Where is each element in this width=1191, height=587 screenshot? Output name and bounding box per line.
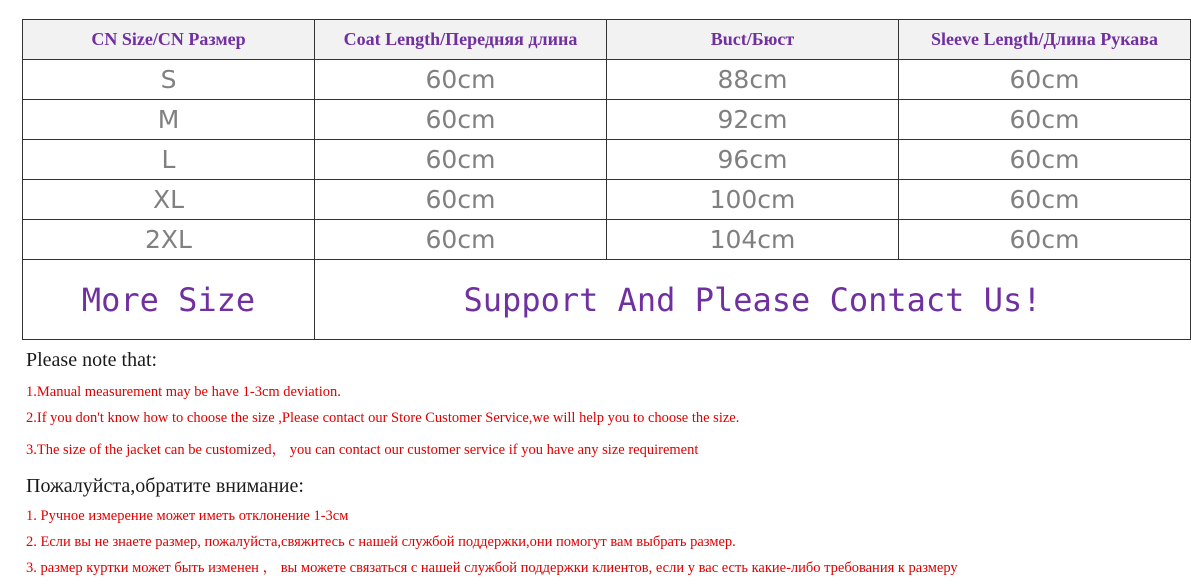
bust-cell: 88cm xyxy=(607,60,899,100)
note-ru-2: 2. Если вы не знаете размер, пожалуйста,свяжитесь с нашей службой поддержки,они помогут вам выбрать размер. xyxy=(26,534,736,550)
sleeve-length-cell: 60cm xyxy=(899,100,1191,140)
table-row xyxy=(23,100,1191,140)
notes-heading-en: Please note that: xyxy=(26,349,158,371)
coat-length-cell: 60cm xyxy=(315,100,607,140)
sleeve-length-cell: 60cm xyxy=(899,220,1191,260)
table-row xyxy=(23,140,1191,180)
bust-cell: 100cm xyxy=(607,180,899,220)
sleeve-length-cell: 60cm xyxy=(899,140,1191,180)
table-row xyxy=(23,220,1191,260)
table-row xyxy=(23,180,1191,220)
more-size-label: More Size xyxy=(23,260,315,340)
note-en-1: 1.Manual measurement may be have 1-3cm deviation. xyxy=(26,384,341,400)
notes-heading-ru: Пожалуйста,обратите внимание: xyxy=(26,475,304,497)
bust-cell: 104cm xyxy=(607,220,899,260)
size-cell: M xyxy=(23,100,315,140)
note-ru-1: 1. Ручное измерение может иметь отклонение 1-3см xyxy=(26,508,349,524)
header-sleeve-length: Sleeve Length/Длина Рукава xyxy=(899,20,1191,60)
size-cell: 2XL xyxy=(23,220,315,260)
more-size-row xyxy=(23,260,1191,340)
coat-length-cell: 60cm xyxy=(315,60,607,100)
size-cell: L xyxy=(23,140,315,180)
header-bust: Buct/Бюст xyxy=(607,20,899,60)
sleeve-length-cell: 60cm xyxy=(899,180,1191,220)
size-cell: XL xyxy=(23,180,315,220)
header-row xyxy=(23,20,1191,60)
header-coat-length: Coat Length/Передняя длина xyxy=(315,20,607,60)
note-en-2: 2.If you don't know how to choose the size ,Please contact our Store Customer Service,we will help you to choose the size. xyxy=(26,410,740,426)
coat-length-cell: 60cm xyxy=(315,180,607,220)
coat-length-cell: 60cm xyxy=(315,140,607,180)
note-ru-3: 3. размер куртки может быть изменен ， вы можете связаться с нашей службой поддержки клиентов, если у вас есть какие-либо требования к размеру xyxy=(26,560,958,576)
size-chart-table xyxy=(22,19,1191,340)
sleeve-length-cell: 60cm xyxy=(899,60,1191,100)
contact-us-text: Support And Please Contact Us! xyxy=(315,260,1191,340)
coat-length-cell: 60cm xyxy=(315,220,607,260)
header-cn-size: CN Size/CN Размер xyxy=(23,20,315,60)
size-cell: S xyxy=(23,60,315,100)
table-row xyxy=(23,60,1191,100)
note-en-3: 3.The size of the jacket can be customized， you can contact our customer service if you have any size requirement xyxy=(26,442,699,458)
bust-cell: 96cm xyxy=(607,140,899,180)
bust-cell: 92cm xyxy=(607,100,899,140)
notes-section xyxy=(26,346,1186,578)
